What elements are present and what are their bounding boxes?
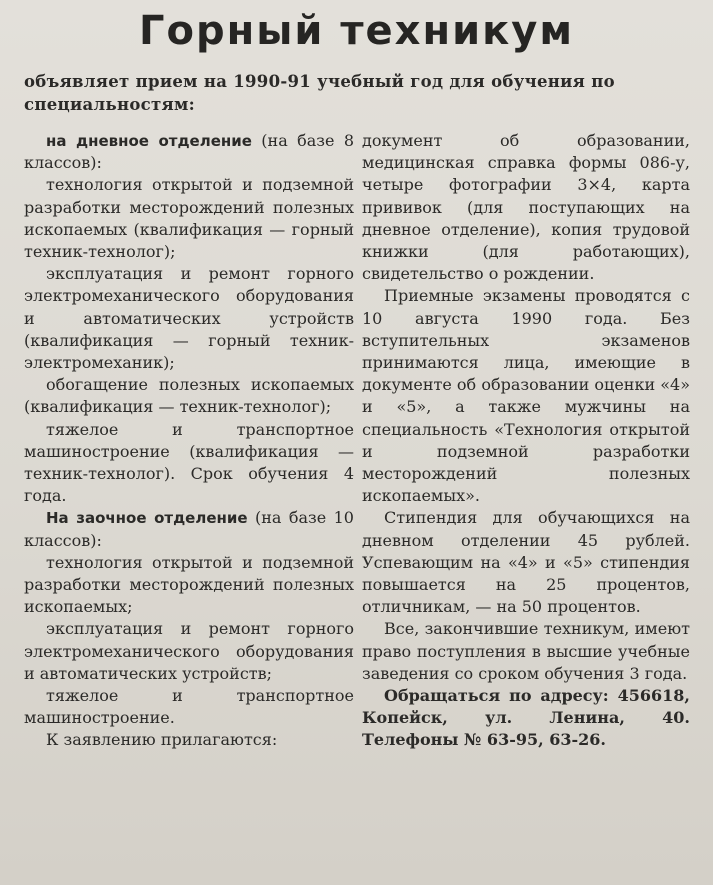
day-head: на дневное отделение [46,132,252,150]
day-item: технология открытой и подземной разработки месторождений полезных ископаемых (квалификация — горный техник-технолог); [24,175,354,262]
left-column [24,130,354,752]
day-item: обогащение полезных ископаемых (квалификация — техник-технолог); [24,375,354,417]
extramural-department-heading [24,507,354,551]
page-title: Горный техникум [138,8,575,54]
documents-list: документ об образовании, медицинская справка формы 086-у, четыре фотографии 3×4, карта прививок (для поступающих на дневное отделение), копия трудовой книжки (для работающих), свидетельство о рождении. [362,131,690,284]
extr-item: тяжелое и транспортное машиностроение. [24,686,354,728]
day-item: эксплуатация и ремонт горного электромеханического оборудования и автоматических устройств (квалификация — горный техник-электромеханик); [24,264,354,373]
extr-base: (на базе 10 классов): [24,508,354,550]
right-column [362,130,690,752]
address-paragraph: Обращаться по адресу: 456618, Копейск, ул. Ленина, 40. Телефоны № 63-95, 63-26. [362,686,690,750]
extr-item: технология открытой и подземной разработки месторождений полезных ископаемых; [24,552,354,617]
day-base: (на базе 8 классов): [24,131,354,173]
exams-paragraph: Приемные экзамены проводятся с 10 августа 1990 года. Без вступительных экзаменов принимаются лица, имеющие в документе об образовании оценки «4» и «5», а также мужчины на специальность «Технология открытой и подземной разработки месторождений полезных ископаемых». [362,286,690,506]
intro-text: объявляет прием на 1990-91 учебный год для обучения по специальностям: [24,72,615,114]
attachments-lead: К заявлению прилагаются: [46,730,278,750]
stipend-paragraph: Стипендия для обучающихся на дневном отделении 45 рублей. Успевающим на «4» и «5» стипендия повышается на 25 процентов, отличникам, — на 50 процентов. [362,508,690,617]
day-item: тяжелое и транспортное машиностроение (квалификация — техник-технолог). Срок обучения 4 года. [24,419,354,506]
extr-item: эксплуатация и ремонт горного электромеханического оборудования и автоматических устройств; [24,619,354,683]
extr-head: На заочное отделение [46,509,248,528]
graduates-paragraph: Все, закончившие техникум, имеют право поступления в высшие учебные заведения со сроком обучения 3 года. [362,619,690,683]
day-department-heading [24,130,354,174]
